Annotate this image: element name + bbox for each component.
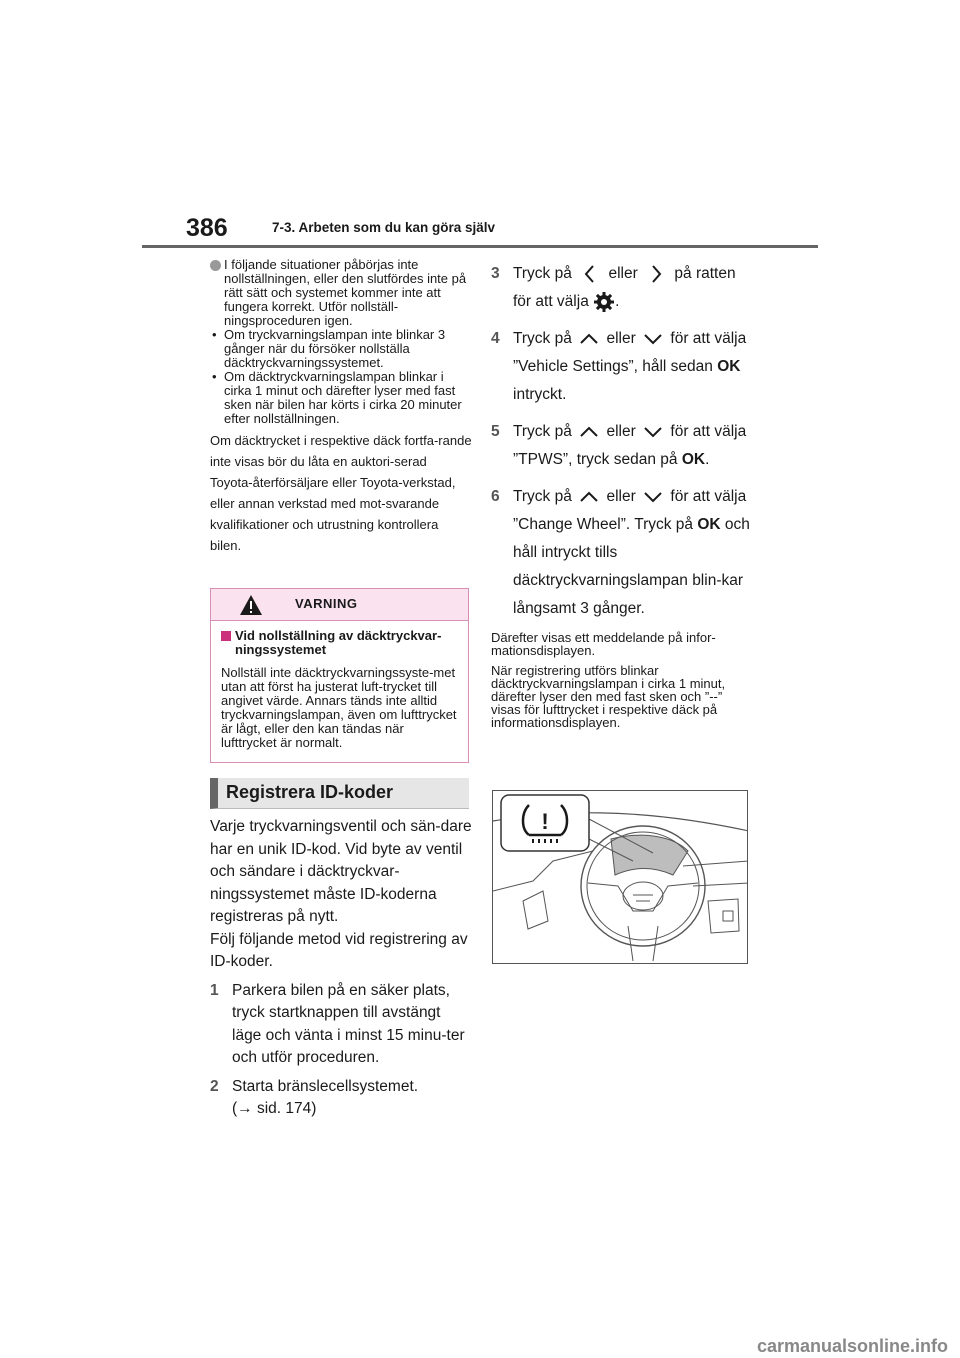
- right-column: [491, 260, 753, 729]
- chevron-up-icon: [576, 423, 602, 441]
- step-number: 4: [491, 330, 500, 347]
- section-heading: [210, 778, 469, 809]
- warning-title: VARNING: [295, 596, 358, 611]
- page-number: 386: [186, 214, 228, 242]
- step-6: 6 Tryck på eller för att välja ”Change Wheel”. Tryck på OK och håll intryckt tills däcktryckvarningslampan blin-kar långsamt 3 gånger.: [491, 483, 753, 623]
- bullet-dot-icon: •: [212, 369, 217, 384]
- square-bullet-icon: [221, 631, 231, 641]
- warning-triangle-icon: [239, 594, 263, 616]
- note-text: I följande situationer påbörjas inte nollställningen, eller den slutfördes inte på rätt sätt och systemet kommer inte att fungera korrekt. Utför nollställ-ningsproceduren igen.: [224, 257, 467, 328]
- left-column: [210, 258, 472, 556]
- step-1: 1 Parkera bilen på en säker plats, tryck startknappen till avstängt läge och vänta i minst 15 minu-ter och utför proceduren.: [210, 981, 465, 1066]
- step-3: 3 Tryck på eller på ratten för att välja .: [491, 260, 753, 316]
- tpms-exclamation: !: [541, 809, 549, 834]
- step-4: 4 Tryck på eller för att välja ”Vehicle Settings”, håll sedan OK intryckt.: [491, 325, 753, 409]
- note-sub-list: [210, 328, 472, 426]
- chevron-right-icon: [642, 263, 670, 285]
- section-intro: Varje tryckvarningsventil och sän-dare har en unik ID-kod. Vid byte av ventil och sändare i däcktryckvar-ningssystemet måste ID-koderna registreras på nytt.: [210, 818, 472, 925]
- bullet-dot-icon: •: [212, 327, 217, 342]
- section-heading-text: Registrera ID-koder: [226, 782, 394, 802]
- left-column-lower: [210, 816, 472, 1121]
- list-item: • Om tryckvarningslampan inte blinkar 3 gånger när du försöker nollställa däcktryckvarningssystemet.: [212, 327, 446, 370]
- step-number: 6: [491, 488, 500, 505]
- step-number: 3: [491, 265, 500, 282]
- dashboard-drawing: [493, 791, 748, 964]
- ok-button-symbol: OK: [697, 516, 721, 533]
- header-divider: [142, 245, 818, 248]
- warning-box: [210, 588, 469, 763]
- note-bullet: [210, 258, 472, 328]
- ok-button-symbol: OK: [681, 451, 706, 468]
- info-paragraph: Om däcktrycket i respektive däck fortfa-rande inte visas bör du låta en auktori-serad Toyota-återförsäljare eller Toyota-verkstad, eller annan verkstad med mot-svarande kvalifikationer och utrustning kontrollera bilen.: [210, 433, 472, 553]
- warning-text: Nollställ inte däcktryckvarningssyste-met utan att först ha justerat luft-trycket till angivet värde. Annars tänds inte alltid tryckvarningslampan, även om lufttrycket är lågt, eller den kan tändas när lufttrycket är normalt.: [221, 665, 457, 750]
- section-header-title: 7-3. Arbeten som du kan göra själv: [272, 220, 496, 235]
- chevron-down-icon: [640, 488, 666, 506]
- chevron-down-icon: [640, 423, 666, 441]
- chevron-down-icon: [640, 330, 666, 348]
- page-reference: sid. 174: [256, 1100, 312, 1117]
- gear-icon: [593, 291, 615, 313]
- step-5: 5 Tryck på eller för att välja ”TPWS”, tryck sedan på OK.: [491, 418, 753, 474]
- warning-header: [211, 589, 468, 621]
- warning-subheading: Vid nollställning av däcktryckvar-ningssystemet: [221, 629, 458, 657]
- step-2: 2 Starta bränslecellsystemet. (→ sid. 174): [210, 1077, 419, 1117]
- chevron-left-icon: [576, 263, 604, 285]
- dashboard-illustration: [492, 790, 748, 964]
- result-paragraph-2: När registrering utförs blinkar däcktryckvarningslampan i cirka 1 minut, därefter lyser den med fast sken och ”--” visas för lufttrycket i respektive däck på informationsdisplayen.: [491, 663, 726, 730]
- section-intro-2: Följ följande metod vid registrering av ID-koder.: [210, 930, 468, 970]
- bullet-circle-icon: [210, 260, 221, 271]
- step-number: 2: [210, 1077, 219, 1095]
- step-number: 5: [491, 423, 500, 440]
- chevron-up-icon: [576, 330, 602, 348]
- chevron-up-icon: [576, 488, 602, 506]
- list-item: • Om däcktryckvarningslampan blinkar i cirka 1 minut och därefter lyser med fast sken när bilen har körts i cirka 20 minuter efter nollställningen.: [212, 369, 462, 426]
- warning-body: [211, 621, 468, 750]
- result-paragraph-1: Därefter visas ett meddelande på infor-mationsdisplayen.: [491, 630, 716, 658]
- ok-button-symbol: OK: [717, 358, 741, 375]
- reference-arrow-icon: →: [237, 1100, 253, 1117]
- step-number: 1: [210, 981, 219, 999]
- watermark: carmanualsonline.info: [756, 1336, 948, 1356]
